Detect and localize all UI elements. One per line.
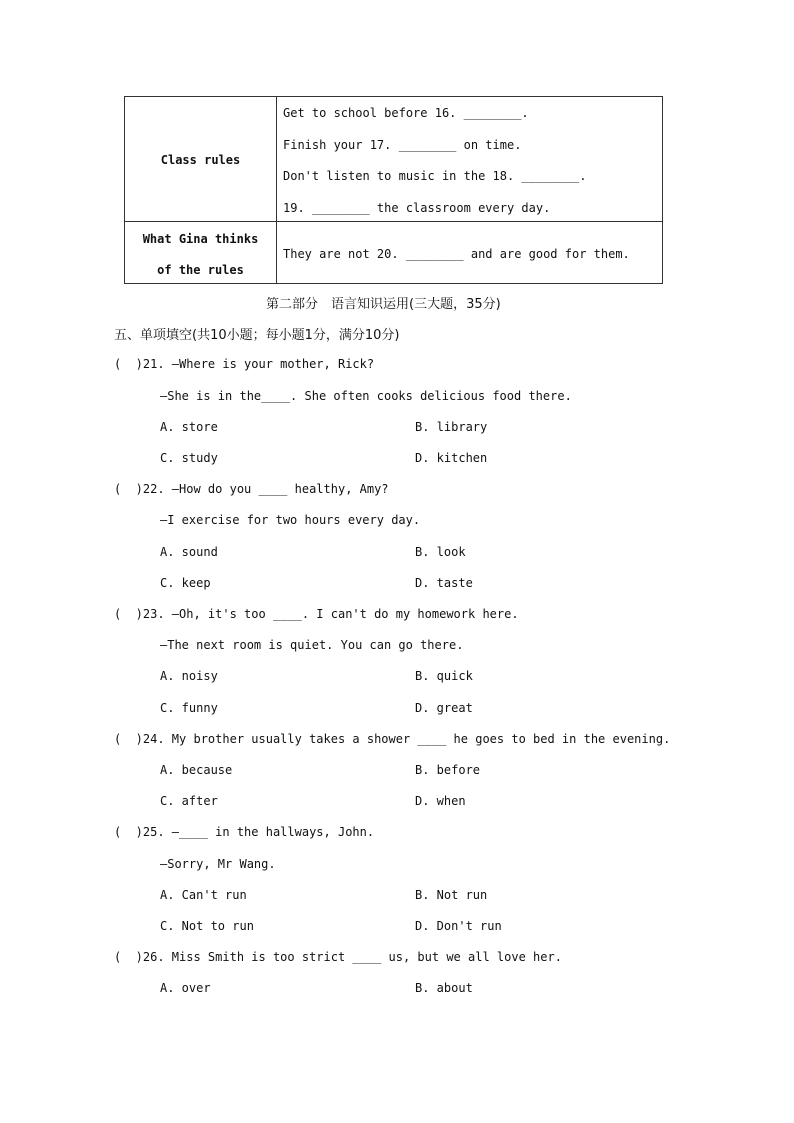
question-dialogue: —Sorry, Mr Wang. xyxy=(160,857,276,871)
table-row-label: What Gina thinks xyxy=(142,232,259,246)
question-stem: ( )26. Miss Smith is too strict ____ us, but we all love her. xyxy=(114,950,562,964)
table-cell-text: Don't listen to music in the 18. ________. xyxy=(283,169,587,183)
table-divider xyxy=(276,97,277,283)
option-b: B. Not run xyxy=(415,888,488,902)
table-cell-text: They are not 20. ________ and are good for them. xyxy=(283,247,630,261)
option-b: B. quick xyxy=(415,669,473,683)
option-d: D. taste xyxy=(415,576,473,590)
option-d: D. great xyxy=(415,701,473,715)
question-dialogue: —The next room is quiet. You can go there. xyxy=(160,638,464,652)
option-b: B. library xyxy=(415,420,488,434)
question-dialogue: —She is in the____. She often cooks delicious food there. xyxy=(160,389,572,403)
section-title: 五、单项填空(共10小题；每小题1分，满分10分) xyxy=(114,328,400,343)
question-stem: ( )21. —Where is your mother, Rick? xyxy=(114,357,375,371)
option-b: B. look xyxy=(415,545,466,559)
table-cell-text: Get to school before 16. ________. xyxy=(283,106,529,120)
table-cell-text: Finish your 17. ________ on time. xyxy=(283,138,522,152)
table-row-label: of the rules xyxy=(157,263,244,277)
question-stem: ( )22. —How do you ____ healthy, Amy? xyxy=(114,482,389,496)
option-b: B. about xyxy=(415,981,473,995)
option-b: B. before xyxy=(415,763,481,777)
question-dialogue: —I exercise for two hours every day. xyxy=(160,513,421,527)
part-title: 第二部分 语言知识运用(三大题，35分) xyxy=(266,297,501,312)
option-c: C. after xyxy=(160,794,218,808)
option-c: C. keep xyxy=(160,576,211,590)
option-a: A. over xyxy=(160,981,211,995)
option-d: D. Don't run xyxy=(415,919,502,933)
question-stem: ( )25. —____ in the hallways, John. xyxy=(114,825,375,839)
table-cell-text: 19. ________ the classroom every day. xyxy=(283,201,551,215)
option-a: A. Can't run xyxy=(160,888,247,902)
option-d: D. when xyxy=(415,794,466,808)
option-d: D. kitchen xyxy=(415,451,488,465)
option-c: C. Not to run xyxy=(160,919,254,933)
question-stem: ( )24. My brother usually takes a shower ____ he goes to bed in the evening. xyxy=(114,732,671,746)
option-a: A. noisy xyxy=(160,669,218,683)
table-divider xyxy=(125,221,662,222)
option-c: C. funny xyxy=(160,701,218,715)
option-a: A. sound xyxy=(160,545,218,559)
table-row-label: Class rules xyxy=(160,153,241,167)
option-c: C. study xyxy=(160,451,218,465)
question-stem: ( )23. —Oh, it's too ____. I can't do my homework here. xyxy=(114,607,519,621)
class-rules-table xyxy=(124,96,663,284)
option-a: A. because xyxy=(160,763,233,777)
option-a: A. store xyxy=(160,420,218,434)
